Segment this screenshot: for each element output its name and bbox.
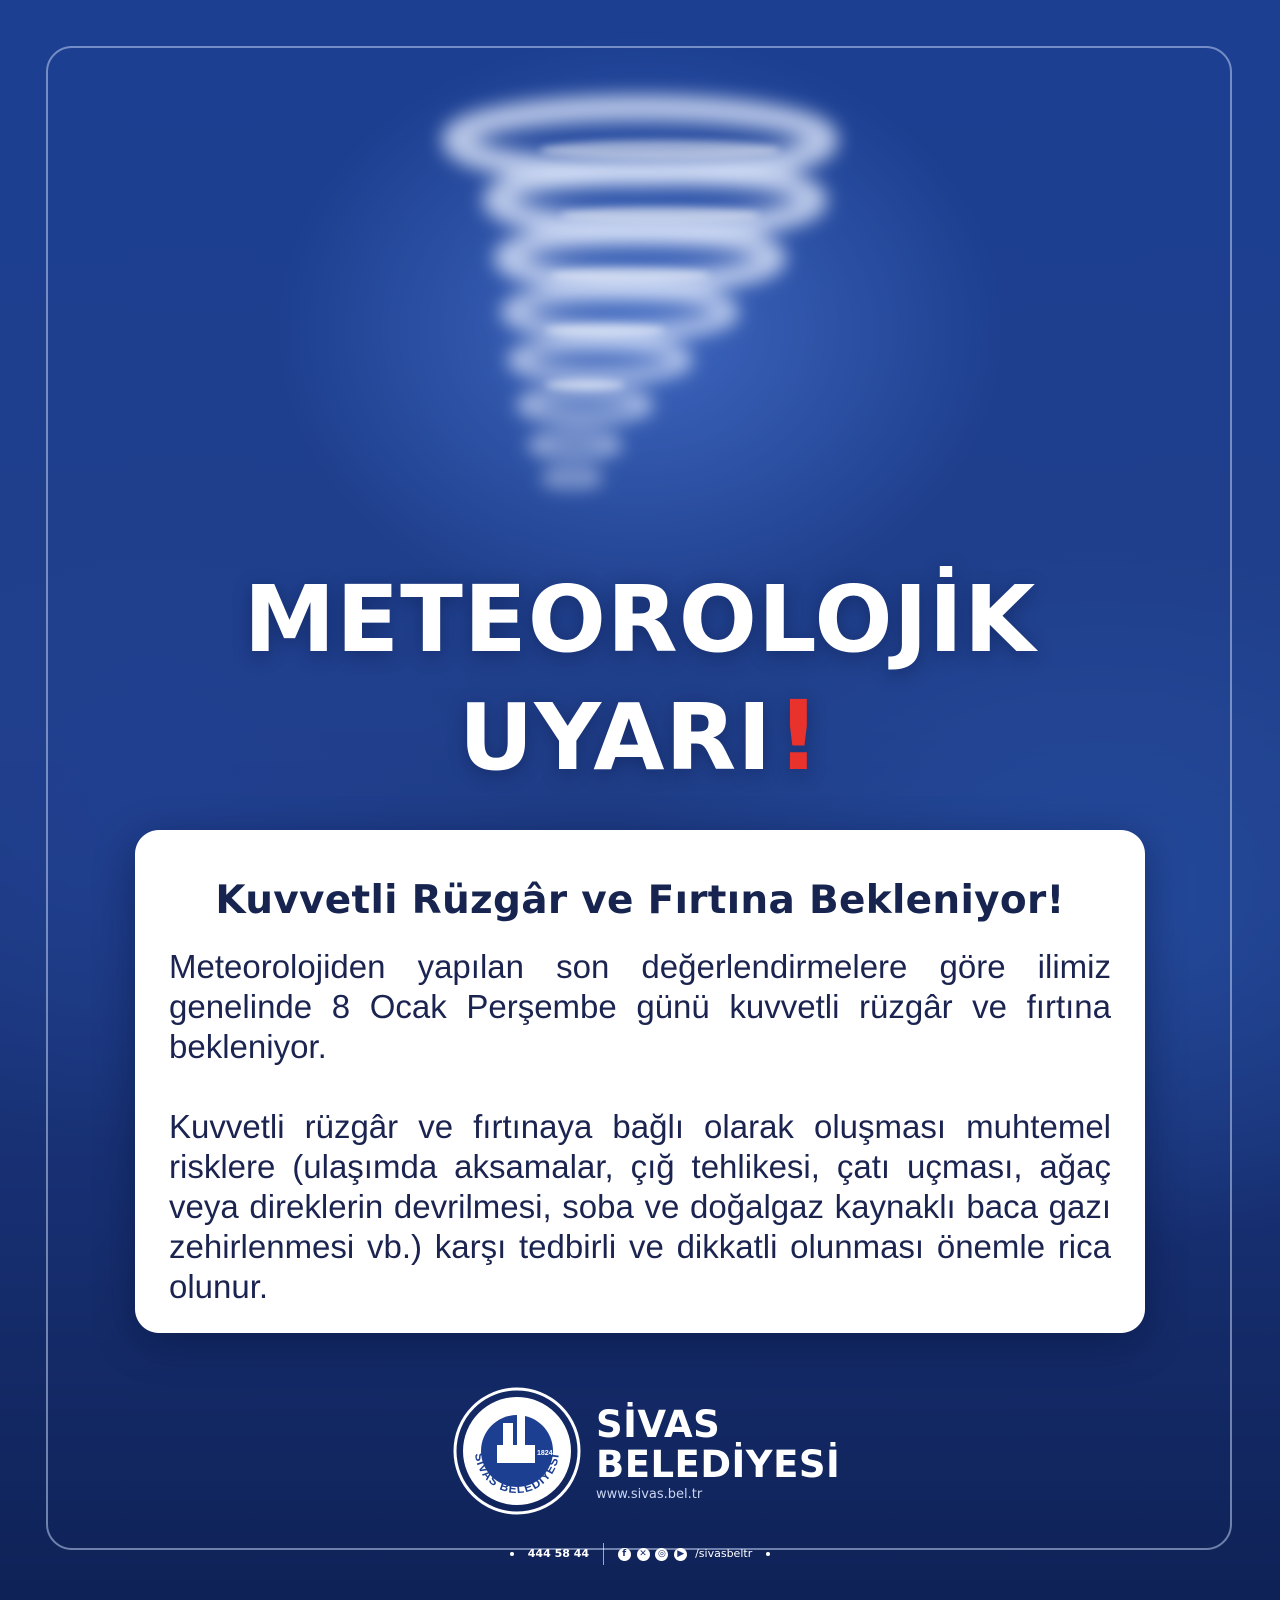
alert-headline — [0, 565, 1280, 793]
card-paragraph-2: Kuvvetli rüzgâr ve fırtınaya bağlı olarak oluşması muhtemel risklere (ulaşımda aksamalar, çığ tehlikesi, çatı uçması, ağaç veya direklerin devrilmesi, soba ve doğalgaz kaynaklı baca gazı zehirlenmesi vb.) karşı tedbirli ve dikkatli olunması önemle rica olunur. — [169, 1108, 1111, 1305]
footer-dot-left — [510, 1552, 514, 1556]
instagram-icon[interactable]: ◎ — [655, 1548, 668, 1561]
brand-name-line2: BELEDİYESİ — [596, 1443, 841, 1486]
headline-line2-text: UYARI — [458, 684, 773, 791]
youtube-icon[interactable]: ▶ — [674, 1548, 687, 1561]
tornado-illustration — [0, 0, 1280, 560]
brand-name-line1: SİVAS — [596, 1403, 721, 1446]
seal-year: 1824 — [537, 1450, 553, 1457]
footer-dot-right — [766, 1552, 770, 1556]
card-title: Kuvvetli Rüzgâr ve Fırtına Bekleniyor! — [215, 878, 1065, 923]
footer-separator — [603, 1543, 604, 1565]
seal-text: SİVAS BELEDİYESİ — [471, 1451, 562, 1497]
exclamation-icon: ! — [776, 680, 822, 792]
phone-number[interactable]: 444 58 44 — [527, 1547, 590, 1560]
headline-line2 — [0, 681, 1280, 793]
municipality-seal-logo — [451, 1385, 583, 1517]
card-paragraph-1: Meteorolojiden yapılan son değerlendirmelere göre ilimiz genelinde 8 Ocak Perşembe günü kuvvetli rüzgâr ve fırtına bekleniyor. — [169, 948, 1111, 1065]
facebook-icon[interactable]: f — [618, 1548, 631, 1561]
brand-website[interactable]: www.sivas.bel.tr — [596, 1487, 703, 1502]
announcement-card — [135, 830, 1145, 1333]
footer-bar — [0, 1543, 1280, 1565]
headline-line1: METEOROLOJİK — [243, 566, 1037, 673]
brand-block — [596, 1405, 840, 1502]
x-icon[interactable]: ✕ — [637, 1548, 650, 1561]
social-handle[interactable]: /sivasbeltr — [695, 1547, 753, 1560]
